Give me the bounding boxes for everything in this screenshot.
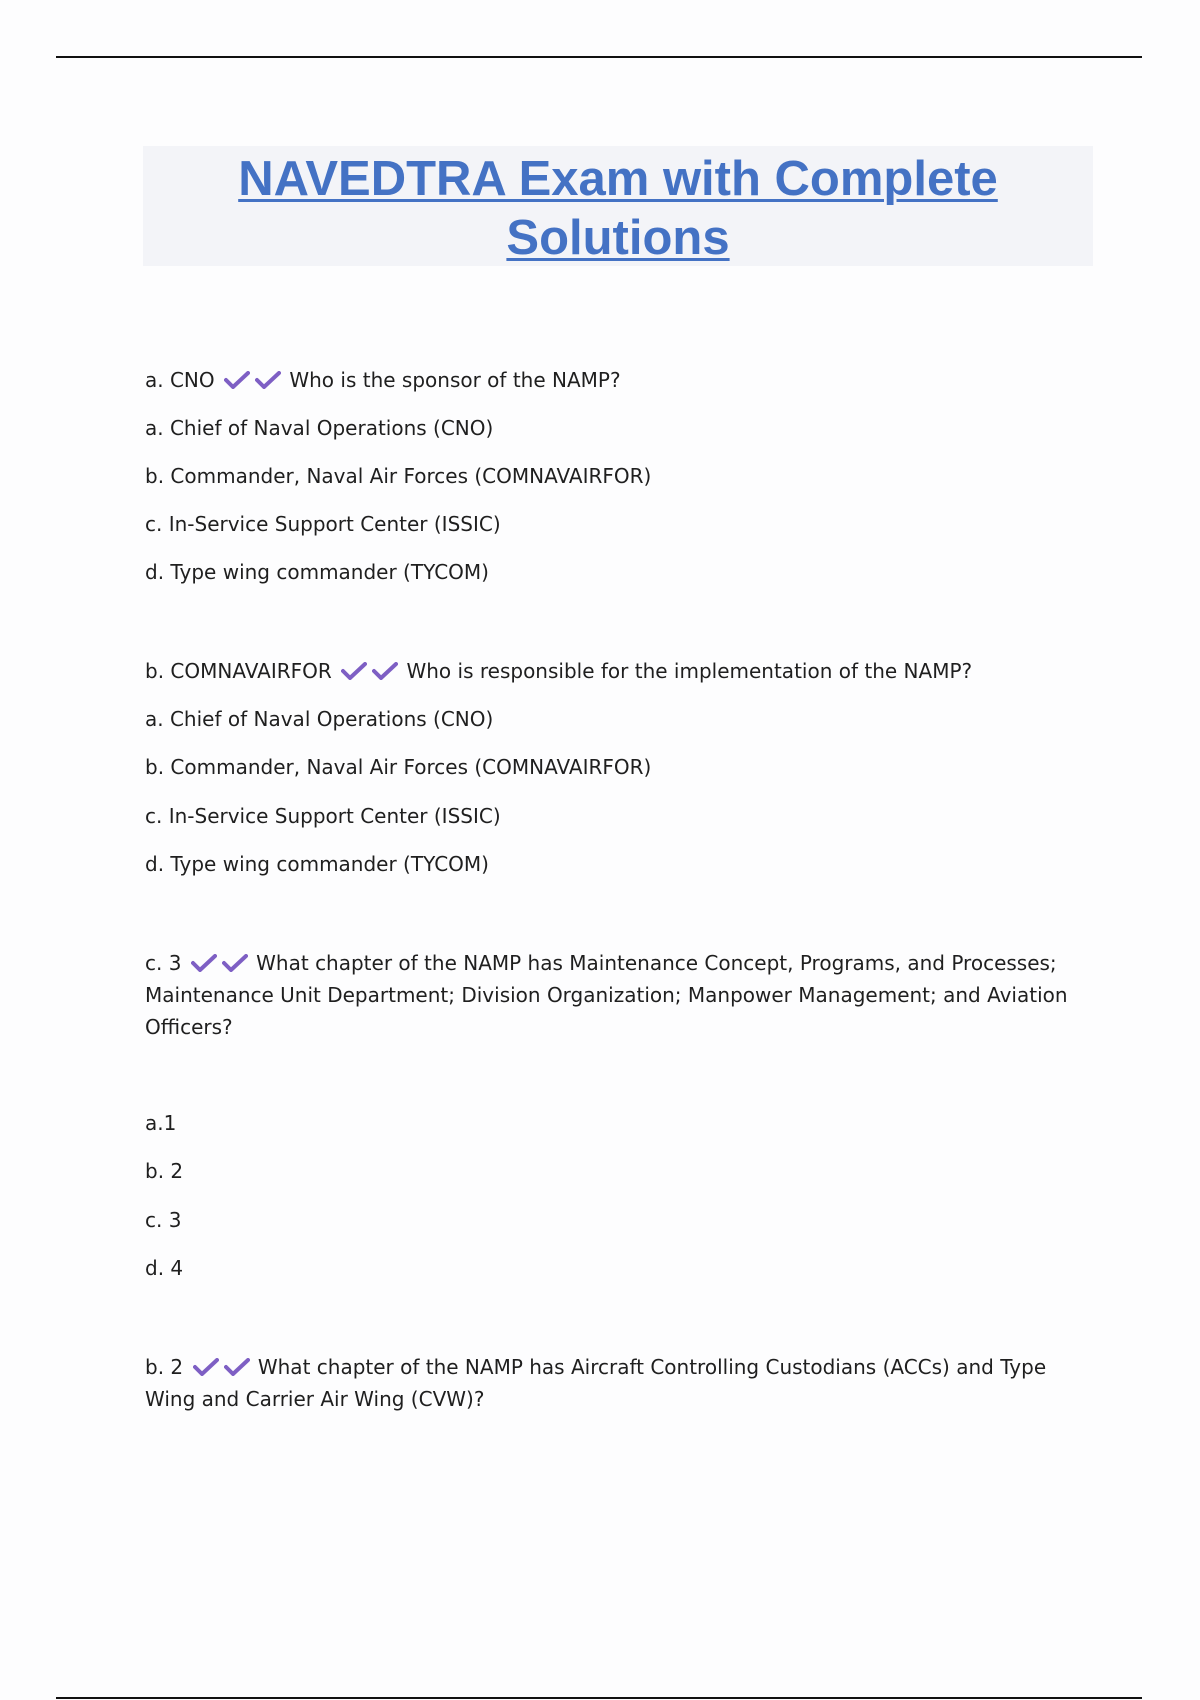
top-rule [56, 56, 1142, 58]
answer-label: c. 3 [145, 951, 182, 975]
answer-label: b. 2 [145, 1355, 184, 1379]
option-item: a. Chief of Naval Operations (CNO) [145, 707, 494, 731]
question-2 [145, 655, 1090, 687]
check-icon [341, 662, 367, 680]
check-icon [255, 371, 281, 389]
question-text: Who is responsible for the implementation of the NAMP? [406, 659, 973, 683]
question-3 [145, 947, 1090, 1043]
option-item: d. 4 [145, 1256, 184, 1280]
question-text: What chapter of the NAMP has Maintenance Concept, Programs, and Processes; Maintenance Unit Department; Division Organization; Manpower Management; and Aviation Officers? [145, 951, 1068, 1039]
option-item: d. Type wing commander (TYCOM) [145, 852, 489, 876]
question-4 [145, 1351, 1090, 1415]
check-icon [224, 1358, 250, 1376]
option-item: b. Commander, Naval Air Forces (COMNAVAIRFOR) [145, 755, 652, 779]
check-icon [191, 954, 217, 972]
option-item: b. Commander, Naval Air Forces (COMNAVAIRFOR) [145, 464, 652, 488]
option-item: a. Chief of Naval Operations (CNO) [145, 416, 494, 440]
question-text: What chapter of the NAMP has Aircraft Controlling Custodians (ACCs) and Type Wing and Carrier Air Wing (CVW)? [145, 1355, 1047, 1411]
answer-label: b. COMNAVAIRFOR [145, 659, 332, 683]
question-text: Who is the sponsor of the NAMP? [289, 368, 621, 392]
title-banner [143, 146, 1093, 266]
check-icon [372, 662, 398, 680]
page-title: NAVEDTRA Exam with Complete Solutions [238, 152, 998, 265]
option-item: c. In-Service Support Center (ISSIC) [145, 804, 501, 828]
answer-label: a. CNO [145, 368, 215, 392]
option-item: a.1 [145, 1111, 177, 1135]
option-item: d. Type wing commander (TYCOM) [145, 560, 489, 584]
option-item: c. In-Service Support Center (ISSIC) [145, 512, 501, 536]
question-1 [145, 364, 1090, 396]
bottom-rule [56, 1697, 1142, 1699]
option-item: b. 2 [145, 1159, 184, 1183]
option-item: c. 3 [145, 1208, 182, 1232]
check-icon [224, 371, 250, 389]
check-icon [222, 954, 248, 972]
check-icon [193, 1358, 219, 1376]
